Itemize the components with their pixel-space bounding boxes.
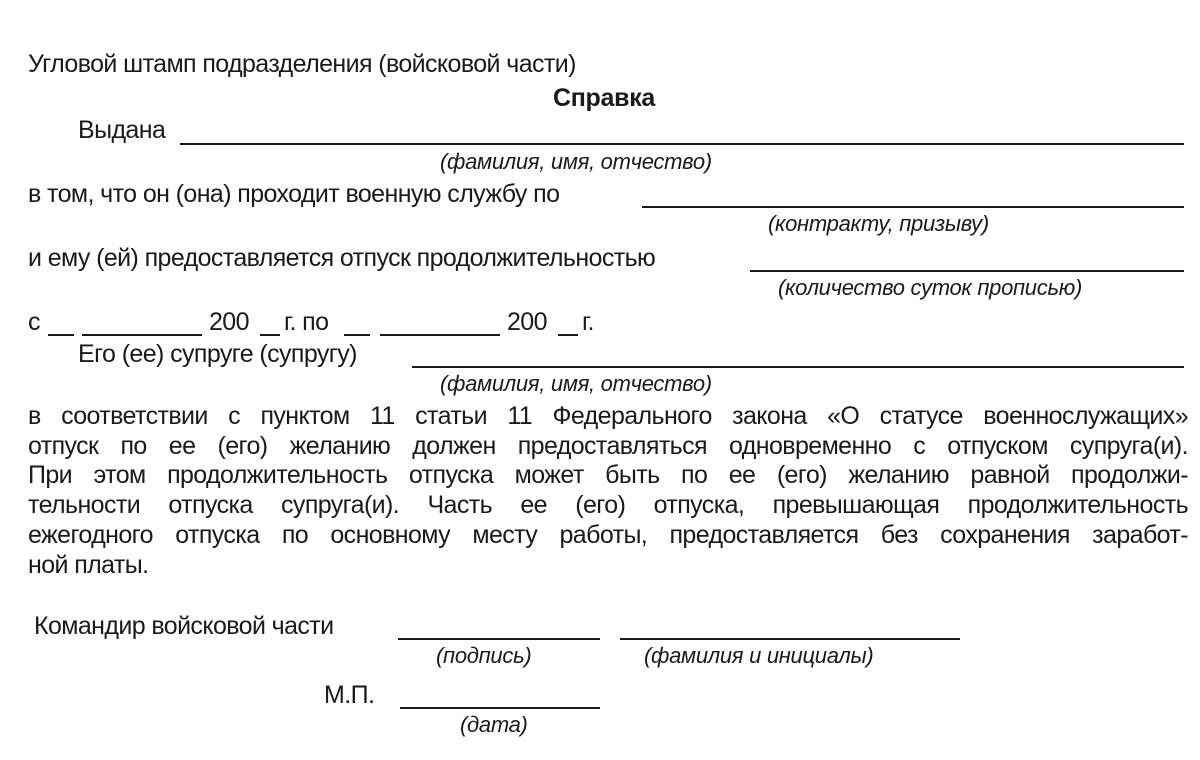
from-label: с [28,308,40,336]
service-label: в том, что он (она) проходит военную службу по [28,180,560,208]
leave-hint: (количество суток прописью) [778,275,1082,300]
body-line: тельности отпуска супруга(и). Часть ее (его) отпуска, превышающая продолжительность [28,491,1188,520]
to-year-field[interactable] [558,334,578,336]
spouse-hint: (фамилия, имя, отчество) [440,371,712,396]
to-day-field[interactable] [344,334,370,336]
issued-to-field[interactable] [180,143,1184,145]
date-hint: (дата) [460,712,528,737]
commander-name-field[interactable] [620,638,960,640]
commander-label: Командир войсковой части [34,612,334,640]
from-year-label: 200 [209,308,249,336]
leave-label: и ему (ей) предоставляется отпуск продолжительностью [28,244,656,272]
signature-hint: (подпись) [436,643,532,668]
leave-duration-field[interactable] [750,270,1184,272]
from-month-field[interactable] [82,334,202,336]
service-type-field[interactable] [642,206,1184,208]
name-initials-hint: (фамилия и инициалы) [644,643,874,668]
document-title: Справка [553,84,656,112]
body-line: ной платы. [28,550,149,579]
service-hint: (контракту, призыву) [768,211,989,236]
spouse-label: Его (ее) супруге (супругу) [78,340,357,368]
date-field[interactable] [400,707,600,709]
from-year-field[interactable] [260,334,280,336]
issued-hint: (фамилия, имя, отчество) [440,149,712,174]
to-label: г. по [284,308,329,336]
spouse-name-field[interactable] [412,366,1184,368]
to-month-field[interactable] [380,334,500,336]
body-line: При этом продолжительность отпуска может быть по ее (его) желанию равной продолжи- [28,461,1188,490]
issued-label: Выдана [78,116,166,144]
body-line: отпуск по ее (его) желанию должен предоставляться одновременно с отпуском супруга(и). [28,431,1188,460]
from-day-field[interactable] [48,334,74,336]
year-suffix: г. [582,308,594,336]
signature-field[interactable] [398,638,600,640]
seal-label: М.П. [324,681,375,709]
body-line: ежегодного отпуска по основному месту работы, предоставляется без сохранения заработ- [28,520,1188,549]
body-line: в соответствии с пунктом 11 статьи 11 Федерального закона «О статусе военнослужащих» [28,402,1188,430]
corner-stamp-label: Угловой штамп подразделения (войсковой части) [28,50,576,78]
body-paragraph [28,402,1188,580]
to-year-label: 200 [507,308,547,336]
